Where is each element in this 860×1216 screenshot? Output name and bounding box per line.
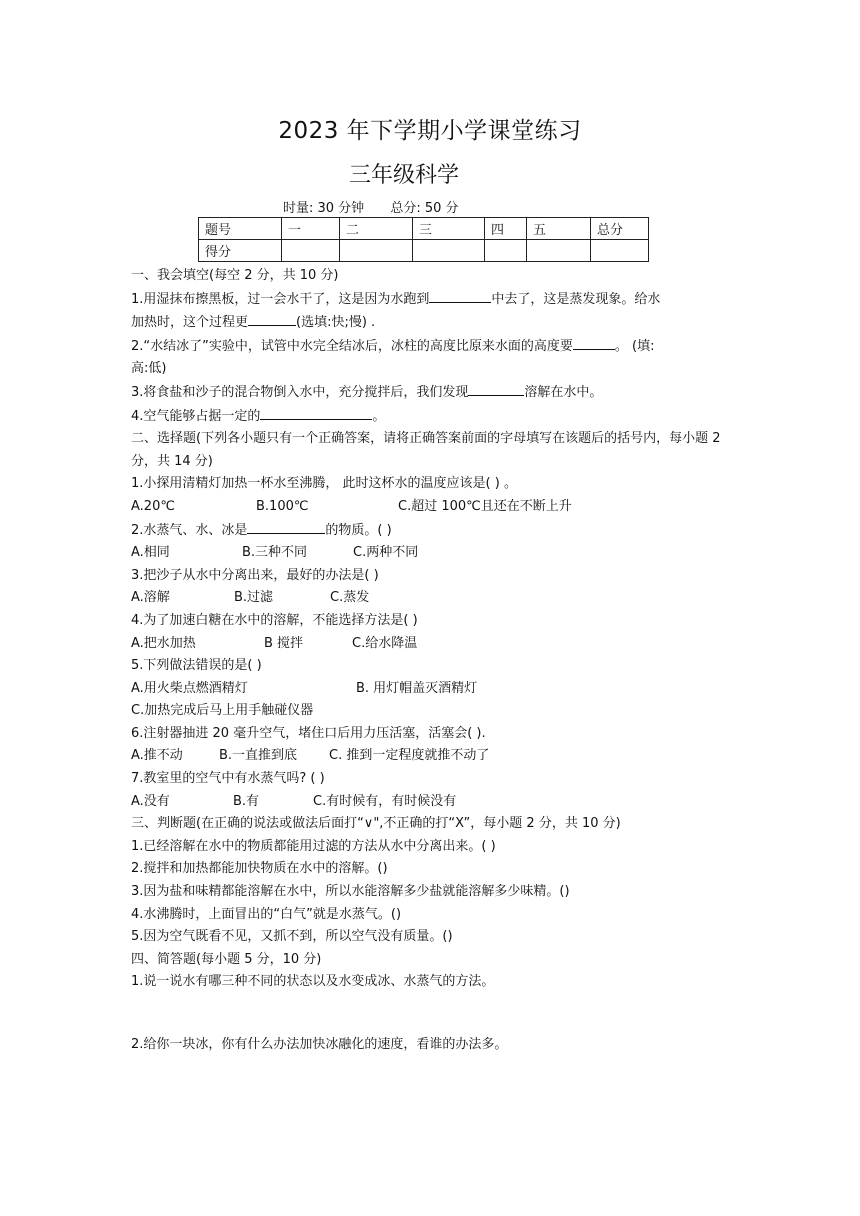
option-row [131,633,736,656]
question-text: 3.将食盐和沙子的混合物倒入水中，充分搅拌后，我们发现 [131,384,469,400]
option: C.有时候有，有时候没有 [313,793,457,809]
score-table-header-row [199,218,649,240]
section-heading: 四、简答题(每小题 5 分，10 分) [131,951,322,967]
exam-title: 2023 年下学期小学课堂练习 [278,118,582,144]
question-line: 5.因为空气既看不见，又抓不到，所以空气没有质量。() [131,929,453,945]
exam-subtitle: 三年级科学 [348,163,459,188]
score-cell: 总分 [591,218,649,240]
question-text: 中去了，这是蒸发现象。给水 [491,291,661,307]
score-cell [591,240,649,262]
option: A.相同 [131,545,170,561]
option: A.20℃ [131,498,175,514]
question-line: 7.教室里的空气中有水蒸气吗? ( ) [131,771,325,787]
question-text: 。 [372,408,386,424]
question-line: 4.为了加速白糖在水中的溶解，不能选择方法是( ) [131,612,418,628]
score-cell: 得分 [199,240,282,262]
option: A.没有 [131,793,170,809]
answer-blank[interactable] [573,335,615,350]
section-heading: 三、判断题(在正确的说法或做法后面打“∨",不正确的打“X”，每小题 2 分，共 10 分) [131,816,621,832]
section-heading: 一、我会填空(每空 2 分，共 10 分) [131,268,339,283]
question-text: 1.用湿抹布擦黑板，过一会水干了，这是因为水跑到 [131,291,430,307]
question-line: 高:低) [131,361,167,377]
question-line: 4.水沸腾时，上面冒出的“白气”就是水蒸气。() [131,906,402,922]
score-cell [340,240,413,262]
option: C.加热完成后马上用手触碰仪器 [131,703,314,719]
option: A.推不动 [131,748,183,764]
option: C.两种不同 [353,545,419,561]
option: B.100℃ [256,498,309,514]
answer-blank[interactable] [260,405,372,420]
option: C.蒸发 [330,590,370,606]
score-cell: 题号 [199,218,282,240]
score-cell [282,240,340,262]
option: B.过滤 [234,590,274,606]
question-line [131,381,736,405]
question-text: 溶解在水中。 [524,384,603,400]
question-line: 1.说一说水有哪三种不同的状态以及水变成冰、水蒸气的方法。 [131,974,495,990]
score-cell [413,240,485,262]
option: C.超过 100℃且还在不断上升 [398,498,572,514]
score-cell: 二 [340,218,413,240]
option: A.用火柴点燃酒精灯 [131,680,248,696]
score-cell: 三 [413,218,485,240]
question-text: 4.空气能够占据一定的 [131,408,261,424]
score-cell [485,240,527,262]
option-row [131,587,736,610]
option-row [131,496,736,519]
score-cell [527,240,591,262]
option: C. 推到一定程度就推不动了 [329,748,490,764]
question-line: 5.下列做法错误的是( ) [131,658,262,674]
question-line [131,288,736,312]
option-row [131,542,736,565]
question-text: 2.水蒸气、水、冰是 [131,522,248,538]
question-line [131,335,736,359]
option-row [131,745,736,768]
option-row [131,678,736,701]
answer-blank[interactable] [468,381,524,396]
option: B.三种不同 [242,545,308,561]
question-line: 2.给你一块冰，你有什么办法加快冰融化的速度，看谁的办法多。 [131,1037,508,1052]
score-cell: 五 [527,218,591,240]
answer-blank[interactable] [429,288,491,303]
question-line: 3.因为盐和味精都能溶解在水中，所以水能溶解多少盐就能溶解多少味精。() [131,884,570,900]
question-line: 6.注射器抽进 20 毫升空气，堵住口后用力压活塞，活塞会( ). [131,725,486,741]
question-line: 1.已经溶解在水中的物质都能用过滤的方法从水中分离出来。( ) [131,838,496,854]
answer-blank[interactable] [248,311,296,326]
section-heading: 二、选择题(下列各小题只有一个正确答案，请将正确答案前面的字母填写在该题后的括号内，每小题 2 分，共 14 分) [131,431,721,469]
option-row [131,791,736,814]
question-line: 1.小探用清精灯加热一杯水至沸腾， 此时这杯水的温度应该是( ) 。 [131,476,517,492]
score-table [198,217,649,262]
score-cell: 一 [282,218,340,240]
option: C.给水降温 [352,635,418,651]
score-cell: 四 [485,218,527,240]
question-line [131,519,736,543]
question-text: (选填:快;慢) . [296,315,376,331]
time-limit: 时量: 30 分钟 [283,201,365,216]
question-text: 。 (填: [614,338,655,354]
question-line [131,405,736,429]
exam-meta [283,197,481,216]
answer-space[interactable] [131,994,736,1034]
question-text: 2.“水结冰了”实验中，试管中水完全结冰后，冰柱的高度比原来水面的高度要 [131,338,573,354]
option: B.有 [233,793,260,809]
score-table-score-row [199,240,649,262]
option: B 搅拌 [264,635,304,651]
option: B.一直推到底 [219,748,298,764]
question-line: 2.搅拌和加热都能加快物质在水中的溶解。() [131,861,388,877]
question-text: 的物质。( ) [325,522,392,538]
option: A.溶解 [131,590,170,606]
total-score: 总分: 50 分 [390,201,459,216]
question-line: 3.把沙子从水中分离出来，最好的办法是( ) [131,567,379,583]
question-text: 加热时，这个过程更 [131,315,249,331]
option: A.把水加热 [131,635,196,651]
exam-content [131,265,736,1057]
option: B. 用灯帽盖灭酒精灯 [356,680,478,696]
answer-blank[interactable] [247,519,325,534]
question-line [131,311,736,335]
